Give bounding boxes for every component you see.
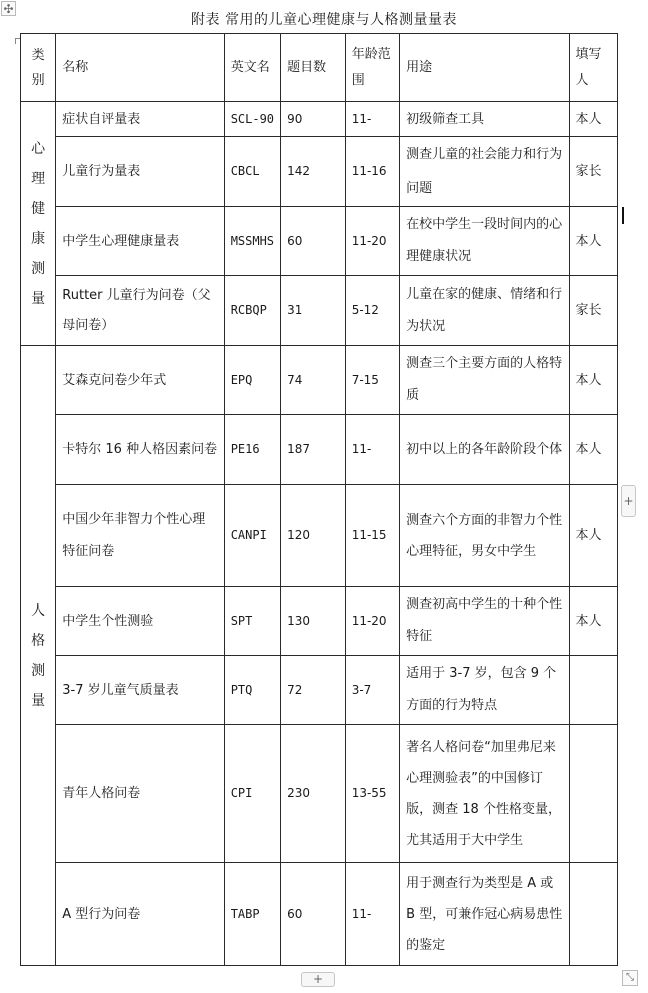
scale-name: 中学生个性测验 <box>56 587 224 656</box>
scale-filler: 本人 <box>569 346 617 415</box>
document-title: 附表 常用的儿童心理健康与人格测量量表 <box>191 12 457 28</box>
scale-items: 187 <box>281 415 346 485</box>
scale-name: 卡特尔 16 种人格因素问卷 <box>56 415 224 485</box>
table-row <box>21 276 618 346</box>
scale-use: 测查儿童的社会能力和行为问题 <box>400 137 569 207</box>
scale-english: EPQ <box>224 346 280 415</box>
scale-age: 11- <box>345 863 399 966</box>
scales-table <box>20 33 618 966</box>
scale-filler: 家长 <box>569 137 617 207</box>
scale-use: 在校中学生一段时间内的心理健康状况 <box>400 207 569 276</box>
scale-english: SCL-90 <box>224 102 280 137</box>
add-column-button[interactable]: + <box>621 485 636 517</box>
scale-use: 用于测查行为类型是 A 或 B 型，可兼作冠心病易患性的鉴定 <box>400 863 569 966</box>
table-row <box>21 137 618 207</box>
scale-english: CPI <box>224 725 280 863</box>
scale-english: TABP <box>224 863 280 966</box>
scale-name: 中国少年非智力个性心理特征问卷 <box>56 485 224 587</box>
table-header-row <box>21 34 618 102</box>
scale-items: 31 <box>281 276 346 346</box>
scale-english: PE16 <box>224 415 280 485</box>
text-cursor <box>622 207 624 224</box>
scale-age: 13-55 <box>345 725 399 863</box>
scale-items: 72 <box>281 656 346 725</box>
scale-age: 11-20 <box>345 587 399 656</box>
scale-filler: 本人 <box>569 485 617 587</box>
scale-age: 3-7 <box>345 656 399 725</box>
scale-use: 初级筛查工具 <box>400 102 569 137</box>
header-use: 用途 <box>400 34 569 102</box>
header-english: 英文名 <box>224 34 280 102</box>
scale-use: 测查三个主要方面的人格特质 <box>400 346 569 415</box>
scale-use: 测查六个方面的非智力个性心理特征，男女中学生 <box>400 485 569 587</box>
scale-age: 11-15 <box>345 485 399 587</box>
category-cell-personality <box>21 346 56 966</box>
scale-age: 11-20 <box>345 207 399 276</box>
scale-age: 11- <box>345 415 399 485</box>
scale-english: CANPI <box>224 485 280 587</box>
scale-use: 适用于 3-7 岁，包含 9 个方面的行为特点 <box>400 656 569 725</box>
scale-english: SPT <box>224 587 280 656</box>
scale-age: 7-15 <box>345 346 399 415</box>
table-row <box>21 587 618 656</box>
scale-english: RCBQP <box>224 276 280 346</box>
scale-use: 初中以上的各年龄阶段个体 <box>400 415 569 485</box>
scale-items: 74 <box>281 346 346 415</box>
scale-name: 儿童行为量表 <box>56 137 224 207</box>
scale-filler <box>569 863 617 966</box>
table-row <box>21 863 618 966</box>
table-move-handle-icon[interactable]: ✣ <box>1 1 16 16</box>
scale-use: 儿童在家的健康、情绪和行为状况 <box>400 276 569 346</box>
scale-name: 艾森克问卷少年式 <box>56 346 224 415</box>
scale-items: 60 <box>281 863 346 966</box>
header-age: 年龄范围 <box>345 34 399 102</box>
scale-filler <box>569 725 617 863</box>
scale-items: 120 <box>281 485 346 587</box>
scale-items: 130 <box>281 587 346 656</box>
header-items: 题目数 <box>281 34 346 102</box>
table-row <box>21 725 618 863</box>
table-row <box>21 415 618 485</box>
header-filler: 填写人 <box>569 34 617 102</box>
scale-filler: 本人 <box>569 587 617 656</box>
scale-items: 60 <box>281 207 346 276</box>
scale-filler: 家长 <box>569 276 617 346</box>
scale-name: 青年人格问卷 <box>56 725 224 863</box>
scale-english: PTQ <box>224 656 280 725</box>
category-label: 人格测量 <box>31 602 46 709</box>
scale-english: MSSMHS <box>224 207 280 276</box>
header-name: 名称 <box>56 34 224 102</box>
scale-items: 142 <box>281 137 346 207</box>
scale-name: A 型行为问卷 <box>56 863 224 966</box>
add-row-button[interactable]: + <box>301 972 335 987</box>
scale-use: 测查初高中学生的十种个性特征 <box>400 587 569 656</box>
scale-filler: 本人 <box>569 207 617 276</box>
scale-age: 11- <box>345 102 399 137</box>
scale-filler <box>569 656 617 725</box>
category-cell-mental-health <box>21 102 56 346</box>
scale-age: 11-16 <box>345 137 399 207</box>
scale-name: 中学生心理健康量表 <box>56 207 224 276</box>
scale-age: 5-12 <box>345 276 399 346</box>
table-row <box>21 102 618 137</box>
scale-items: 230 <box>281 725 346 863</box>
category-label: 心理健康测量 <box>31 140 46 307</box>
scale-name: 3-7 岁儿童气质量表 <box>56 656 224 725</box>
table-row <box>21 656 618 725</box>
scale-filler: 本人 <box>569 415 617 485</box>
scale-filler: 本人 <box>569 102 617 137</box>
table-row <box>21 485 618 587</box>
scale-items: 90 <box>281 102 346 137</box>
table-row <box>21 207 618 276</box>
header-category: 类别 <box>21 34 56 102</box>
scale-english: CBCL <box>224 137 280 207</box>
table-row <box>21 346 618 415</box>
scale-name: Rutter 儿童行为问卷（父母问卷） <box>56 276 224 346</box>
scale-name: 症状自评量表 <box>56 102 224 137</box>
table-resize-handle-icon[interactable]: ⤡ <box>622 970 638 986</box>
scale-use: 著名人格问卷“加里弗尼来心理测验表”的中国修订版，测查 18 个性格变量，尤其适用于大中学生 <box>400 725 569 863</box>
